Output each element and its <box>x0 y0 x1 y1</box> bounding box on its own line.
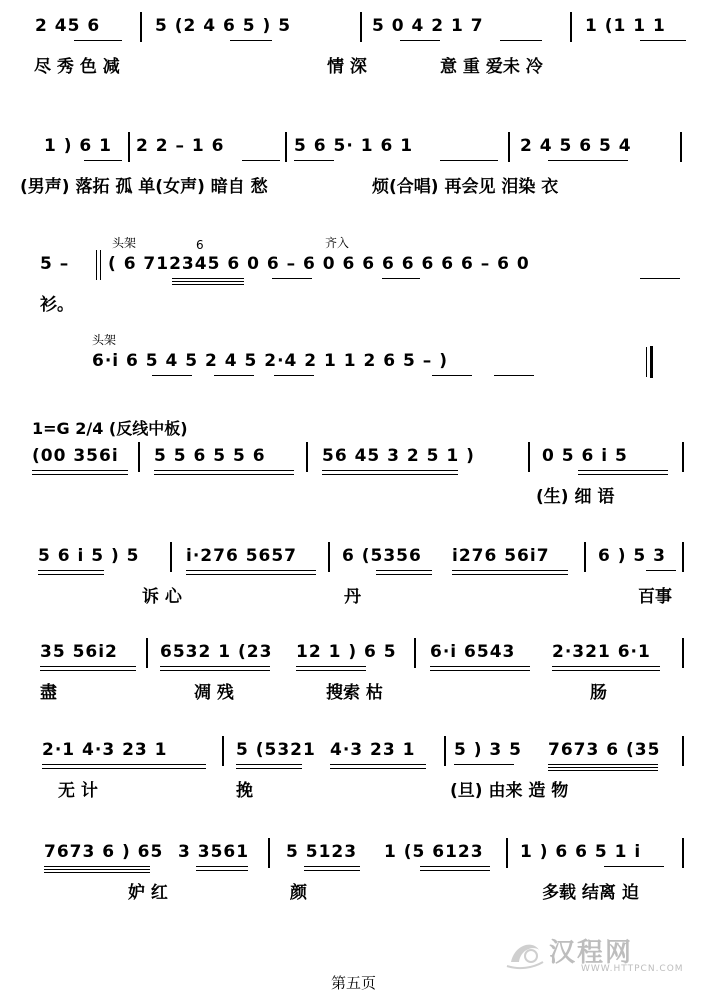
measure-notes: 2·1 4·3 23 1 <box>42 740 168 760</box>
lyric-text: 衫。 <box>40 295 74 315</box>
annotation-qiru: 齐入 <box>325 236 350 250</box>
underline <box>500 40 542 41</box>
lyric-text: 意 重 爱未 冷 <box>440 57 543 77</box>
barline <box>138 442 140 472</box>
underline <box>84 160 122 161</box>
lyric-text: (男声) 落拓 孤 单(女声) 暗自 愁 <box>20 177 268 197</box>
notation-row <box>0 248 707 288</box>
barline <box>584 542 586 572</box>
barline <box>146 638 148 668</box>
barline <box>170 542 172 572</box>
underline <box>400 40 440 41</box>
final-barline <box>646 347 647 377</box>
barline <box>306 442 308 472</box>
barline <box>682 442 684 472</box>
lyric-text: 盡 <box>40 683 57 703</box>
underline <box>452 570 568 571</box>
lyric-text: 凋 残 <box>194 683 234 703</box>
barline <box>128 132 130 162</box>
underline <box>160 666 270 667</box>
watermark-url: WWW.HTTPCN.COM <box>581 964 684 974</box>
underline <box>154 470 294 471</box>
lyric-text: 诉 心 <box>142 587 182 607</box>
lyrics-row <box>0 678 707 708</box>
lyric-text: 百事 <box>638 587 672 607</box>
notation-row <box>0 345 707 385</box>
measure-notes: 6·i 6543 <box>430 642 516 662</box>
barline <box>528 442 530 472</box>
underline <box>322 470 458 471</box>
measure-notes: 2 2 – 1 6 <box>136 136 225 156</box>
barline <box>506 838 508 868</box>
lyric-text: 无 计 <box>58 781 98 801</box>
measure-notes: 5 (5321 <box>236 740 316 760</box>
measure-notes: 7673 6 ) 65 <box>44 842 164 862</box>
underline <box>640 278 680 279</box>
underline <box>40 666 136 667</box>
measure-notes: 1 (5 6123 <box>384 842 484 862</box>
barline <box>682 542 684 572</box>
measure-notes: 5 5123 <box>286 842 358 862</box>
measure-notes: 1 ) 6 1 <box>44 136 113 156</box>
key-signature-header: 1=G 2/4 (反线中板) <box>32 419 188 438</box>
underline <box>440 160 498 161</box>
measure-notes: 5 6 i 5 ) 5 <box>38 546 140 566</box>
underline <box>430 666 530 667</box>
barline <box>680 132 682 162</box>
barline <box>444 736 446 766</box>
lyrics-row <box>0 482 707 512</box>
barline <box>414 638 416 668</box>
barline <box>682 638 684 668</box>
underline <box>196 866 248 867</box>
underline <box>272 278 312 279</box>
watermark-text: 汉程网 <box>549 938 634 968</box>
barline <box>508 132 510 162</box>
annotation-sextuplet: 6 <box>196 238 204 252</box>
measure-notes: 3 3561 <box>178 842 250 862</box>
underline <box>454 764 514 765</box>
measure-notes: 35 56i2 <box>40 642 118 662</box>
underline <box>186 570 316 571</box>
underline <box>420 866 490 867</box>
underline <box>152 375 192 376</box>
underline <box>494 375 534 376</box>
measure-notes: 2·321 6·1 <box>552 642 651 662</box>
underline <box>74 40 122 41</box>
underline <box>274 375 314 376</box>
barline <box>140 12 142 42</box>
measure-notes: i276 56i7 <box>452 546 550 566</box>
notation-row <box>0 10 707 50</box>
underline <box>376 570 432 571</box>
measure-notes: 5 5 6 5 5 6 <box>154 446 266 466</box>
double-barline <box>96 250 97 280</box>
lyric-text: 尽 秀 色 减 <box>34 57 120 77</box>
measure-notes: 1 ) 6 6 5 1 i <box>520 842 642 862</box>
watermark-logo-icon <box>505 934 545 970</box>
lyrics-row <box>0 290 707 320</box>
underline <box>42 764 206 765</box>
measure-notes: ( 6 712345 6 0 6 – 6 0 6 6 6 6 6 6 6 – 6 0 <box>108 254 530 274</box>
lyric-text: 多载 结离 迫 <box>542 883 639 903</box>
lyric-text: 妒 红 <box>128 883 168 903</box>
lyric-text: 搜索 枯 <box>326 683 383 703</box>
underline <box>548 764 658 765</box>
underline <box>38 570 104 571</box>
annotation-touja: 头架 <box>92 333 117 347</box>
underline <box>304 866 360 867</box>
lyric-text: 挽 <box>236 781 253 801</box>
lyrics-row <box>0 878 707 908</box>
notation-row <box>0 636 707 676</box>
measure-notes: 0 5 6 i 5 <box>542 446 628 466</box>
measure-notes: i·276 5657 <box>186 546 298 566</box>
lyric-text: 丹 <box>344 587 361 607</box>
lyrics-row <box>0 172 707 202</box>
underline <box>296 666 366 667</box>
notation-row <box>0 836 707 876</box>
measure-notes: 6·i 6 5 4 5 2 4 5 2·4 2 1 1 2 6 5 – ) <box>92 351 448 371</box>
underline <box>552 666 660 667</box>
underline <box>242 160 280 161</box>
underline <box>44 866 150 867</box>
barline <box>285 132 287 162</box>
underline <box>578 470 668 471</box>
lyrics-row <box>0 582 707 612</box>
lyric-text: 肠 <box>590 683 607 703</box>
page-number: 第五页 <box>330 974 376 992</box>
measure-notes: 12 1 ) 6 5 <box>296 642 397 662</box>
annotation-touja: 头架 <box>112 236 137 250</box>
lyric-text: 情 深 <box>327 57 367 77</box>
site-watermark <box>505 932 685 976</box>
measure-notes: 4·3 23 1 <box>330 740 416 760</box>
underline <box>214 375 254 376</box>
notation-row <box>0 130 707 170</box>
underline <box>172 278 244 279</box>
underline <box>432 375 472 376</box>
underline <box>294 160 334 161</box>
measure-notes: 5 0 4 2 1 7 <box>372 16 484 36</box>
measure-notes: 6 (5356 <box>342 546 422 566</box>
measure-notes: 5 – <box>40 254 70 274</box>
measure-notes: 2 4 5 6 5 4 <box>520 136 632 156</box>
measure-notes: 6 ) 5 3 <box>598 546 667 566</box>
barline <box>268 838 270 868</box>
notation-row <box>0 734 707 774</box>
measure-notes: 6532 1 (23 <box>160 642 273 662</box>
lyric-text: (生) 细 语 <box>536 487 615 507</box>
underline <box>382 278 420 279</box>
lyrics-row <box>0 776 707 806</box>
barline <box>222 736 224 766</box>
underline <box>640 40 686 41</box>
barline <box>570 12 572 42</box>
barline <box>360 12 362 42</box>
lyric-text: (旦) 由来 造 物 <box>450 781 569 801</box>
measure-notes: 5 6 5· 1 6 1 <box>294 136 414 156</box>
underline <box>604 866 664 867</box>
barline <box>328 542 330 572</box>
measure-notes: 1 (1 1 1 <box>585 16 666 36</box>
underline <box>646 570 676 571</box>
measure-notes: 56 45 3 2 5 1 ) <box>322 446 475 466</box>
underline <box>548 160 628 161</box>
barline <box>682 838 684 868</box>
measure-notes: 2 45 6 <box>35 16 101 36</box>
barline <box>682 736 684 766</box>
lyrics-row <box>0 52 707 82</box>
lyric-text: 颜 <box>290 883 307 903</box>
notation-row <box>0 440 707 480</box>
measure-notes: 5 ) 3 5 <box>454 740 523 760</box>
lyric-text: 烦(合唱) 再会见 泪染 衣 <box>372 177 559 197</box>
underline <box>236 764 302 765</box>
underline <box>230 40 272 41</box>
underline <box>32 470 128 471</box>
measure-notes: 7673 6 (35 <box>548 740 661 760</box>
notation-row <box>0 540 707 580</box>
underline <box>330 764 426 765</box>
measure-notes: (00 356i <box>32 446 119 466</box>
measure-notes: 5 (2 4 6 5 ) 5 <box>155 16 292 36</box>
